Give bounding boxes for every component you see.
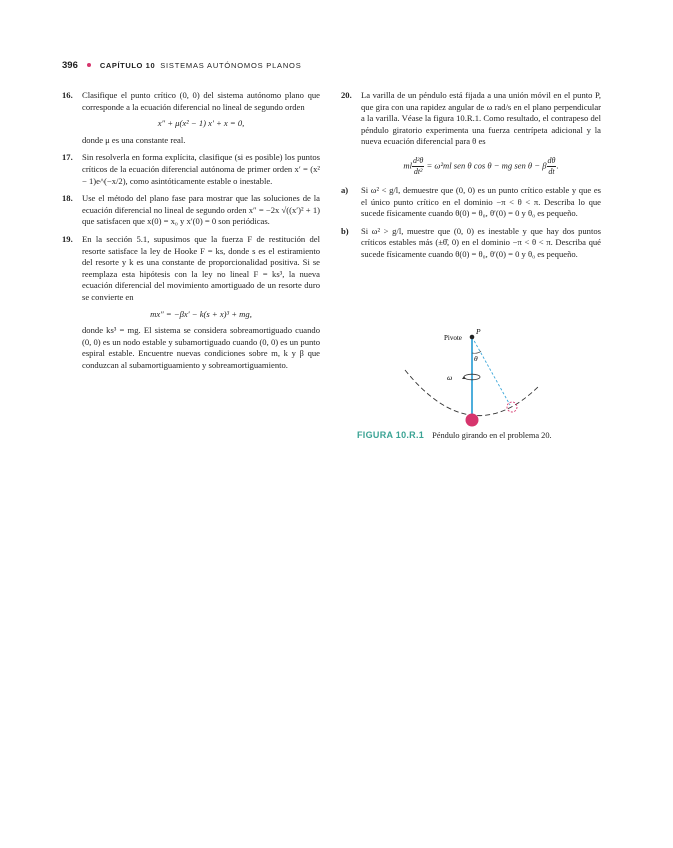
left-column [62, 90, 320, 377]
figure-caption-text: Péndulo girando en el problema 20. [432, 431, 552, 440]
fraction-denominator: dt² [413, 166, 423, 176]
displaced-rod [472, 337, 510, 405]
omega-label: ω [447, 373, 453, 382]
problem-19 [62, 234, 320, 372]
pendulum-figure [400, 325, 560, 440]
problem-16 [62, 90, 320, 146]
problem-text: Clasifique el punto crítico (0, 0) del sistema autónomo plano que corresponde a la ecuación diferencial no lineal de segundo orden [82, 90, 320, 112]
problem-number: 20. [341, 90, 352, 100]
fraction-numerator: dθ [547, 155, 556, 165]
problem-20 [341, 90, 601, 177]
eq-middle: = ω²ml sen θ cos θ − mg sen θ − β [424, 160, 547, 171]
problem-number: 17. [62, 152, 73, 163]
problem-text-after: donde μ es una constante real. [82, 134, 186, 145]
pendulum-equation [361, 156, 601, 177]
eq-left: ml [403, 160, 412, 171]
chapter-title: SISTEMAS AUTÓNOMOS PLANOS [160, 61, 302, 70]
problem-text: La varilla de un péndulo está fijada a una unión móvil en el punto P, que gira con una rapidez angular de ω rad/s en el plano perpendicular a la varilla. Véase la figura 10.R.1. Como resultado, el contrapeso del péndulo giratorio experimenta una fuerza centrípeta adicional y la nueva ecuación diferencial para θ es [361, 90, 601, 147]
problem-text: Sin resolverla en forma explícita, clasifique (si es posible) los puntos críticos de la ecuación diferencial autónoma de primer orden x′ = (x² − 1)e^(−x/2), como asintóticamente estable o inestable. [82, 152, 320, 186]
problem-text: En la sección 5.1, supusimos que la fuerza F de restitución del resorte satisface la ley de Hooke F = ks, donde s es el estiramiento del resorte y k es una constante de proporcionalidad positiva. Si se reemplaza esta hipótesis con la ley no lineal F = ks³, la nueva ecuación diferencial del movimiento amortiguado de un resorte duro se convierte en [82, 233, 320, 302]
fraction-dtheta [547, 156, 557, 177]
problem-number: 16. [62, 90, 73, 100]
fraction-d2theta [412, 156, 424, 177]
part-text: Si ω² < g/l, demuestre que (0, 0) es un punto crítico estable y que es el único punto crítico en el dominio −π < θ < π. Describa lo que sucede físicamente cuando θ(0) = θ₀, θ′(0) = 0 y θ₀ es pequeño. [361, 184, 601, 219]
p-label: P [476, 327, 481, 336]
problem-number: 18. [62, 193, 73, 204]
problem-text: Use el método del plano fase para mostrar que las soluciones de la ecuación diferencial no lineal de segundo orden x″ = −2x √((x′)² + 1) que satisfacen que x(0) = x₀ y x′(0) = 0 son periódicas. [82, 193, 320, 227]
pivot-label: Pivote [444, 334, 462, 342]
figure-caption [357, 430, 552, 440]
problem-17 [62, 152, 320, 187]
page-header [62, 60, 302, 72]
pendulum-bob [466, 414, 479, 427]
problem-text-after: donde ks³ = mg. El sistema se considera sobreamortiguado cuando (0, 0) es un nodo estable y subamortiguado cuando (0, 0) es un punto espiral estable. Encuentre nuevas condiciones sobre m, k y β que conduzcan al subamortiguamiento y sobreamortiguamiento. [82, 325, 320, 370]
equation: mx″ = −βx′ − k(s + x)³ + mg, [150, 308, 252, 319]
fraction-denominator: dt [548, 166, 555, 176]
part-label: b) [341, 225, 349, 236]
equation: x″ + μ(x² − 1) x′ + x = 0, [157, 118, 245, 129]
part-text: Si ω² > g/l, muestre que (0, 0) es inestable y que hay dos puntos críticos estables más (±θ̂, 0) en el dominio −π < θ < π. Describa qué sucede físicamente cuando θ(0) = θ₀, θ′(0) = 0 y θ₀ es pequeño. [361, 225, 601, 259]
problem-20-part-a [341, 185, 601, 220]
figure-label: FIGURA 10.R.1 [357, 430, 425, 440]
problem-number: 19. [62, 233, 73, 244]
theta-label: θ [474, 354, 478, 363]
fraction-numerator: d²θ [412, 155, 424, 165]
theta-arc [472, 351, 481, 353]
problem-18 [62, 193, 320, 228]
rotation-arrow-icon [462, 376, 466, 379]
right-column [341, 90, 601, 267]
bullet-icon [87, 63, 91, 67]
pivot-point [470, 335, 475, 340]
problem-20-part-b [341, 226, 601, 261]
part-label: a) [341, 184, 349, 195]
eq-end: . [556, 160, 559, 171]
page-number: 396 [62, 60, 78, 71]
chapter-label: CAPÍTULO 10 [99, 61, 156, 70]
